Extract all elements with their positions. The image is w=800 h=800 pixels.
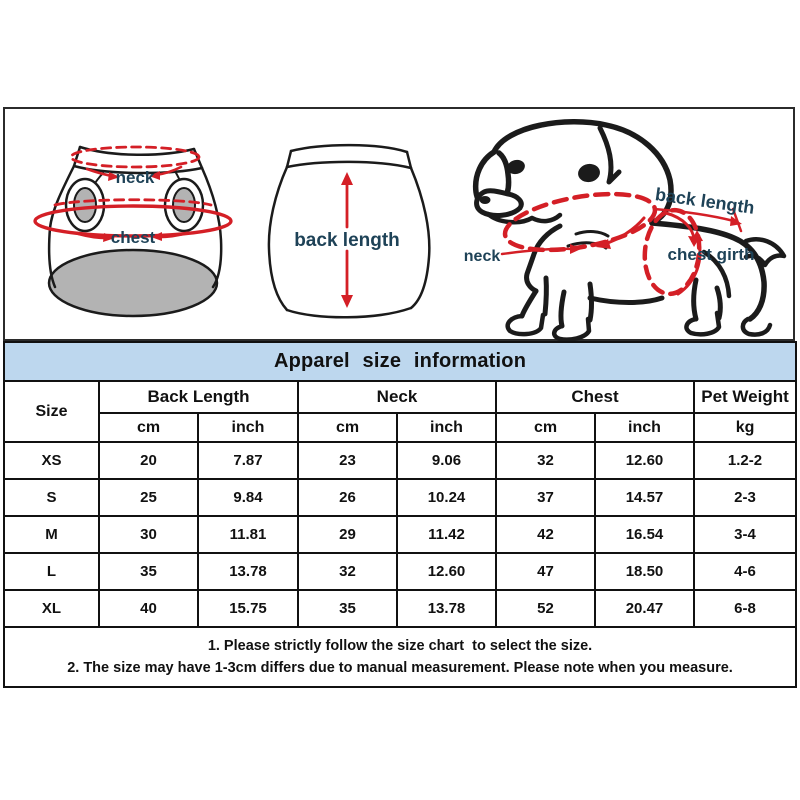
value-cell: 25 — [99, 479, 198, 516]
value-cell: 13.78 — [198, 553, 298, 590]
column-header-size: Size — [4, 381, 99, 442]
garment-neck-label: neck — [115, 168, 155, 187]
value-cell: 23 — [298, 442, 397, 479]
value-cell: 37 — [496, 479, 595, 516]
note-1: 1. Please strictly follow the size chart to select the size. — [207, 637, 593, 654]
dog-back-length-label: back length — [653, 184, 756, 218]
unit-header: inch — [397, 413, 496, 442]
unit-header: inch — [595, 413, 694, 442]
size-row-m — [4, 516, 796, 553]
size-row-s — [4, 479, 796, 516]
value-cell: 16.54 — [595, 516, 694, 553]
value-cell: 26 — [298, 479, 397, 516]
value-cell: 11.42 — [397, 516, 496, 553]
unit-header: cm — [496, 413, 595, 442]
dog-illustration — [448, 110, 793, 339]
size-label: XL — [4, 590, 99, 627]
value-cell: 13.78 — [397, 590, 496, 627]
column-header-back-length: Back Length — [99, 381, 298, 413]
value-cell: 32 — [496, 442, 595, 479]
size-label: L — [4, 553, 99, 590]
garment-chest-label: chest — [110, 228, 156, 247]
value-cell: 2-3 — [694, 479, 796, 516]
size-table — [3, 341, 797, 688]
note-2: 2. The size may have 1-3cm differs due to manual measurement. Please note when you measure. — [67, 660, 733, 676]
value-cell: 9.06 — [397, 442, 496, 479]
value-cell: 12.60 — [397, 553, 496, 590]
value-cell: 12.60 — [595, 442, 694, 479]
table-title-row — [4, 342, 796, 381]
dog-eye-right — [577, 162, 602, 184]
table-title: Apparel size information — [4, 342, 796, 381]
value-cell: 7.87 — [198, 442, 298, 479]
size-label: XS — [4, 442, 99, 479]
value-cell: 1.2-2 — [694, 442, 796, 479]
group-header-row — [4, 381, 796, 413]
size-label: M — [4, 516, 99, 553]
unit-header: inch — [198, 413, 298, 442]
notes-row — [4, 627, 796, 687]
garment-back-length-label: back length — [294, 230, 400, 251]
value-cell: 40 — [99, 590, 198, 627]
value-cell: 35 — [298, 590, 397, 627]
column-header-pet-weight: Pet Weight — [694, 381, 796, 413]
value-cell: 4-6 — [694, 553, 796, 590]
column-header-chest: Chest — [496, 381, 694, 413]
unit-header: cm — [99, 413, 198, 442]
value-cell: 11.81 — [198, 516, 298, 553]
garment-back-illustration — [261, 139, 476, 334]
measurement-illustrations-panel — [3, 107, 795, 341]
size-row-xs — [4, 442, 796, 479]
value-cell: 20.47 — [595, 590, 694, 627]
value-cell: 18.50 — [595, 553, 694, 590]
value-cell: 42 — [496, 516, 595, 553]
column-header-neck: Neck — [298, 381, 496, 413]
value-cell: 35 — [99, 553, 198, 590]
value-cell: 3-4 — [694, 516, 796, 553]
size-label: S — [4, 479, 99, 516]
value-cell: 20 — [99, 442, 198, 479]
value-cell: 47 — [496, 553, 595, 590]
value-cell: 6-8 — [694, 590, 796, 627]
garment-belly-shape — [49, 250, 217, 316]
value-cell: 9.84 — [198, 479, 298, 516]
dog-neck-label: neck — [463, 248, 501, 265]
value-cell: 15.75 — [198, 590, 298, 627]
value-cell: 30 — [99, 516, 198, 553]
value-cell: 10.24 — [397, 479, 496, 516]
dog-chest-girth-label: chest girth — [667, 245, 755, 264]
size-row-xl — [4, 590, 796, 627]
unit-header-row — [4, 413, 796, 442]
value-cell: 52 — [496, 590, 595, 627]
unit-header: kg — [694, 413, 796, 442]
value-cell: 29 — [298, 516, 397, 553]
unit-header: cm — [298, 413, 397, 442]
value-cell: 14.57 — [595, 479, 694, 516]
garment-front-illustration — [27, 135, 262, 337]
value-cell: 32 — [298, 553, 397, 590]
size-row-l — [4, 553, 796, 590]
